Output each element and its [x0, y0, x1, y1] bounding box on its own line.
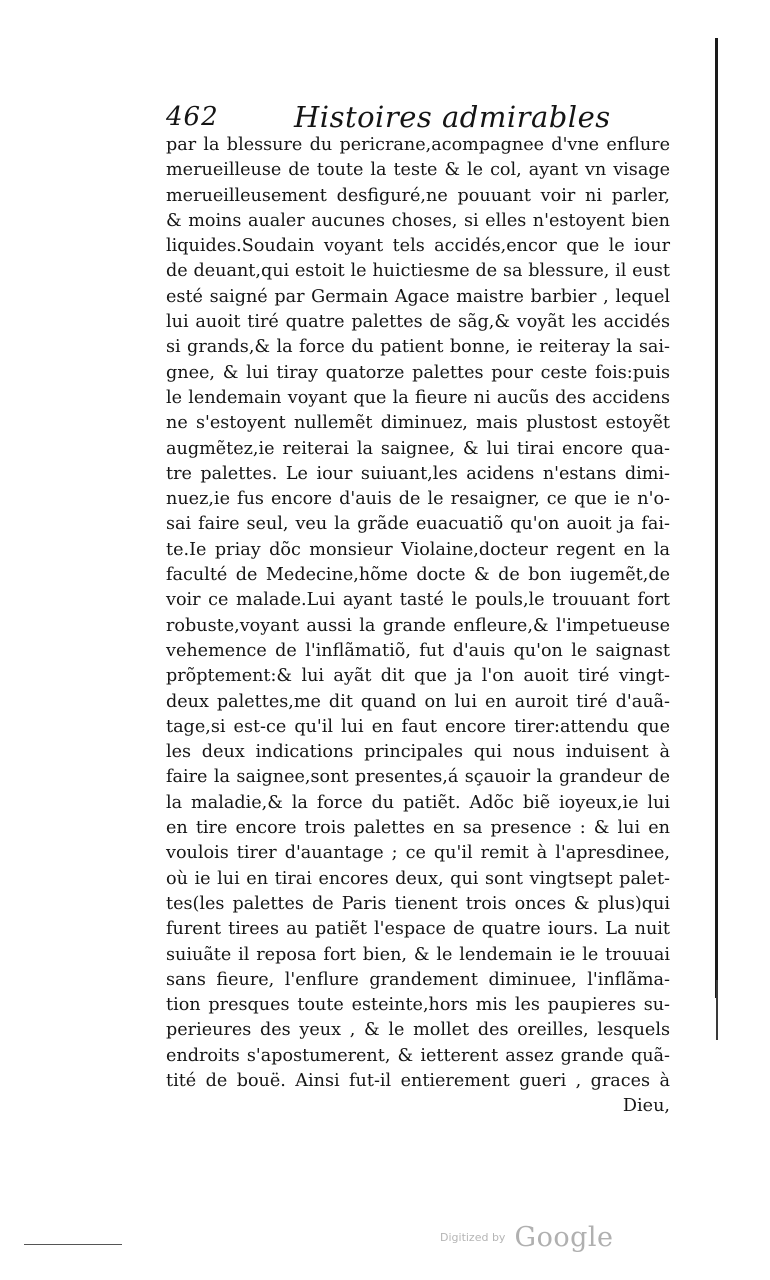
- text-line: tage,si est-ce qu'il lui en faut encore tirer:attendu que: [166, 716, 670, 737]
- digitized-watermark: [440, 1222, 614, 1252]
- digitized-by-label: Digitized by: [440, 1231, 506, 1244]
- text-line: suiuãte il reposa fort bien, & le lendemain ie le trouuai: [166, 944, 670, 965]
- text-line: si grands,& la force du patient bonne, ie reiteray la sai-: [166, 337, 670, 358]
- text-line: les deux indications principales qui nous induisent à: [166, 742, 670, 763]
- text-line: & moins aualer aucunes choses, si elles n'estoyent bien: [166, 210, 670, 231]
- page-number: 462: [166, 102, 219, 132]
- text-line: sans fieure, l'enflure grandement diminuee, l'inflãma-: [166, 969, 670, 990]
- text-line: tion presques toute esteinte,hors mis les paupieres su-: [166, 995, 670, 1016]
- text-line: vehemence de l'inflãmatiõ, fut d'auis qu'on le saignast: [166, 640, 670, 661]
- text-line: prõptement:& lui ayãt dit que ja l'on auoit tiré vingt-: [166, 666, 670, 687]
- text-line: faculté de Medecine,hõme docte & de bon iugemẽt,de: [166, 565, 670, 586]
- catchword: Dieu,: [622, 1096, 670, 1117]
- page-binding-edge-lower: [716, 980, 718, 1040]
- running-title: Histoires admirables: [294, 100, 611, 134]
- text-line: ne s'estoyent nullemẽt diminuez, mais plustost estoyẽt: [166, 413, 670, 434]
- text-line: sai faire seul, veu la grãde euacuatiõ qu'on auoit ja fai-: [166, 514, 670, 535]
- text-line: liquides.Soudain voyant tels accidés,encor que le iour: [166, 236, 670, 257]
- text-line: par la blessure du pericrane,acompagnee d'vne enflure: [166, 135, 670, 155]
- text-line: perieures des yeux , & le mollet des oreilles, lesquels: [166, 1020, 670, 1041]
- page-binding-edge: [715, 38, 718, 998]
- text-line: tre palettes. Le iour suiuant,les acidens n'estans dimi-: [166, 463, 670, 484]
- text-line: le lendemain voyant que la fieure ni aucũs des accidens: [166, 387, 670, 408]
- text-line: merueilleuse de toute la teste & le col, ayant vn visage: [166, 160, 670, 181]
- footer-rule: [24, 1244, 122, 1245]
- text-line: voir ce malade.Lui ayant tasté le pouls,le trouuant fort: [166, 590, 670, 611]
- text-line: lui auoit tiré quatre palettes de sãg,& voyãt les accidés: [166, 312, 670, 333]
- text-line: furent tirees au patiẽt l'espace de quatre iours. La nuit: [166, 919, 670, 940]
- text-line: faire la saignee,sont presentes,á sçauoir la grandeur de: [166, 767, 670, 788]
- text-line: endroits s'apostumerent, & ietterent assez grande quã-: [166, 1045, 670, 1066]
- text-line: en tire encore trois palettes en sa presence : & lui en: [166, 818, 670, 839]
- text-line: gnee, & lui tiray quatorze palettes pour ceste fois:puis: [166, 362, 670, 383]
- text-line: nuez,ie fus encore d'auis de le resaigner, ce que ie n'o-: [166, 489, 670, 510]
- page-header: [162, 94, 682, 134]
- text-line: te.Ie priay dõc monsieur Violaine,docteur regent en la: [166, 539, 670, 560]
- text-line: de deuant,qui estoit le huictiesme de sa blessure, il eust: [166, 261, 670, 282]
- text-line: esté saigné par Germain Agace maistre barbier , lequel: [166, 286, 670, 307]
- text-line: la maladie,& la force du patiẽt. Adõc biẽ ioyeux,ie lui: [166, 792, 670, 813]
- body-text: [166, 133, 670, 1120]
- text-line: tité de bouë. Ainsi fut-il entierement gueri , graces à: [166, 1070, 670, 1091]
- text-line: voulois tirer d'auantage ; ce qu'il remit à l'apresdinee,: [166, 843, 670, 864]
- google-logo: Google: [514, 1222, 614, 1253]
- text-line: augmẽtez,ie reiterai la saignee, & lui tirai encore qua-: [166, 438, 670, 459]
- text-line: où ie lui en tirai encores deux, qui sont vingtsept palet-: [166, 868, 670, 889]
- text-line: tes(les palettes de Paris tienent trois onces & plus)qui: [166, 893, 670, 914]
- text-line: merueilleusement desfiguré,ne pouuant voir ni parler,: [166, 185, 670, 206]
- text-line: robuste,voyant aussi la grande enfleure,& l'impetueuse: [166, 615, 670, 636]
- text-line: deux palettes,me dit quand on lui en auroit tiré d'auã-: [166, 691, 670, 712]
